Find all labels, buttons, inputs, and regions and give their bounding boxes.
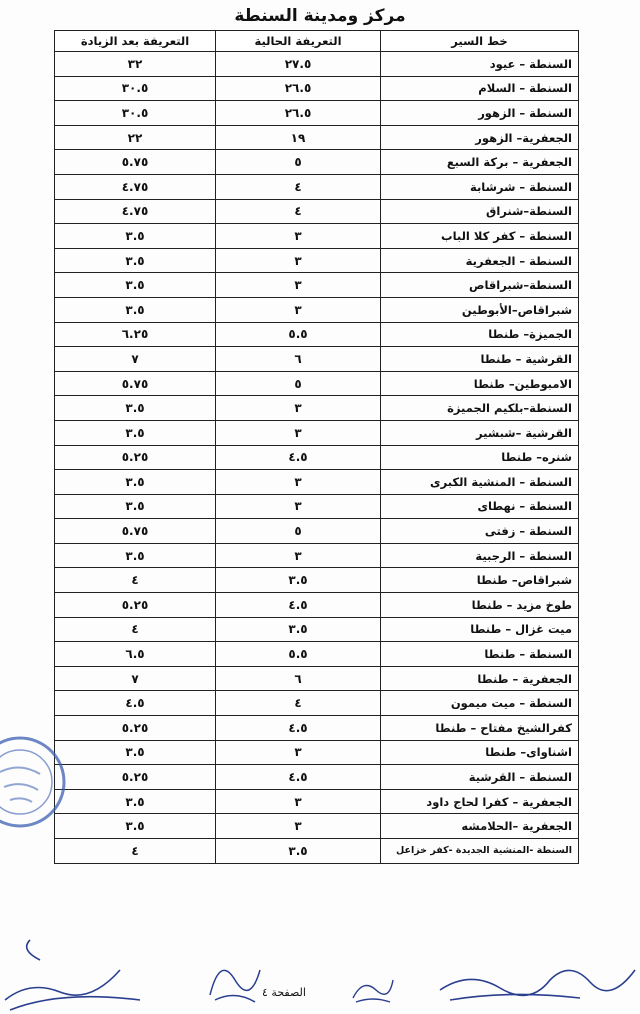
- tariff-table: [54, 30, 579, 864]
- new-tariff-cell: ٢٢: [55, 125, 216, 150]
- current-tariff-cell: ٢٧.٥: [216, 52, 381, 77]
- page-title: مركز ومدينة السنطة: [234, 6, 406, 26]
- current-tariff-cell: ٤: [216, 199, 381, 224]
- table-row: [55, 347, 579, 372]
- table-row: [55, 101, 579, 126]
- new-tariff-cell: ٤.٥: [55, 691, 216, 716]
- current-tariff-cell: ٣: [216, 297, 381, 322]
- new-tariff-cell: ٣.٥: [55, 789, 216, 814]
- table-row: [55, 322, 579, 347]
- official-stamp-icon: [0, 732, 70, 832]
- current-tariff-cell: ٣: [216, 248, 381, 273]
- route-cell: شنره– طنطا: [381, 445, 579, 470]
- table-row: [55, 494, 579, 519]
- current-tariff-cell: ٣: [216, 224, 381, 249]
- table-row: [55, 273, 579, 298]
- current-tariff-cell: ٦: [216, 666, 381, 691]
- table-row: [55, 224, 579, 249]
- header-route: خط السير: [381, 31, 579, 52]
- current-tariff-cell: ٤.٥: [216, 445, 381, 470]
- route-cell: السنطة–شبراقاص: [381, 273, 579, 298]
- route-cell: السنطة -المنشية الجديدة -كفر خزاعل: [381, 839, 579, 864]
- new-tariff-cell: ٥.٧٥: [55, 371, 216, 396]
- table-row: [55, 445, 579, 470]
- table-row: [55, 371, 579, 396]
- current-tariff-cell: ٣.٥: [216, 617, 381, 642]
- route-cell: السنطة – المنشية الكبرى: [381, 470, 579, 495]
- route-cell: شبراقاص–الأبوطين: [381, 297, 579, 322]
- new-tariff-cell: ٣.٥: [55, 814, 216, 839]
- route-cell: السنطة – شرشابة: [381, 174, 579, 199]
- table-row: [55, 174, 579, 199]
- new-tariff-cell: ٤: [55, 839, 216, 864]
- route-cell: شبراقاص– طنطا: [381, 568, 579, 593]
- current-tariff-cell: ٣: [216, 420, 381, 445]
- new-tariff-cell: ٣٠.٥: [55, 76, 216, 101]
- route-cell: السنطة – عيود: [381, 52, 579, 77]
- table-row: [55, 593, 579, 618]
- current-tariff-cell: ٥.٥: [216, 322, 381, 347]
- current-tariff-cell: ٤.٥: [216, 765, 381, 790]
- table-row: [55, 839, 579, 864]
- new-tariff-cell: ٣.٥: [55, 297, 216, 322]
- current-tariff-cell: ٣: [216, 494, 381, 519]
- route-cell: الجعفرية –الحلامشه: [381, 814, 579, 839]
- current-tariff-cell: ٤: [216, 174, 381, 199]
- new-tariff-cell: ٥.٧٥: [55, 519, 216, 544]
- route-cell: ميت غزال – طنطا: [381, 617, 579, 642]
- page-number: الصفحة ٤: [262, 986, 306, 999]
- table-row: [55, 543, 579, 568]
- table-body: [55, 52, 579, 864]
- current-tariff-cell: ٢٦.٥: [216, 76, 381, 101]
- current-tariff-cell: ٣.٥: [216, 568, 381, 593]
- route-cell: كفرالشيخ مفتاح – طنطا: [381, 716, 579, 741]
- new-tariff-cell: ٦.٥: [55, 642, 216, 667]
- header-current-tariff: التعريفة الحالية: [216, 31, 381, 52]
- route-cell: الجعفرية – طنطا: [381, 666, 579, 691]
- route-cell: السنطة–بلكيم الجميزة: [381, 396, 579, 421]
- new-tariff-cell: ٥.٢٥: [55, 445, 216, 470]
- new-tariff-cell: ٣.٥: [55, 224, 216, 249]
- signature-left-icon: [0, 930, 160, 1014]
- current-tariff-cell: ٢٦.٥: [216, 101, 381, 126]
- route-cell: السنطة – ميت ميمون: [381, 691, 579, 716]
- route-cell: السنطة – نهطاى: [381, 494, 579, 519]
- new-tariff-cell: ٦.٢٥: [55, 322, 216, 347]
- table-row: [55, 642, 579, 667]
- new-tariff-cell: ٣.٥: [55, 740, 216, 765]
- route-cell: الجميزة– طنطا: [381, 322, 579, 347]
- current-tariff-cell: ٣: [216, 396, 381, 421]
- table-row: [55, 617, 579, 642]
- table-row: [55, 519, 579, 544]
- current-tariff-cell: ٥: [216, 371, 381, 396]
- table-row: [55, 568, 579, 593]
- table-row: [55, 789, 579, 814]
- route-cell: الامبوطين– طنطا: [381, 371, 579, 396]
- new-tariff-cell: ٧: [55, 666, 216, 691]
- table-row: [55, 76, 579, 101]
- table-row: [55, 248, 579, 273]
- new-tariff-cell: ٤.٧٥: [55, 199, 216, 224]
- current-tariff-cell: ٣: [216, 789, 381, 814]
- current-tariff-cell: ٥.٥: [216, 642, 381, 667]
- table-row: [55, 470, 579, 495]
- signature-right-icon: [430, 950, 640, 1010]
- current-tariff-cell: ٥: [216, 519, 381, 544]
- route-cell: السنطة – الرجبية: [381, 543, 579, 568]
- table-row: [55, 199, 579, 224]
- current-tariff-cell: ٦: [216, 347, 381, 372]
- signature-middle-icon: [200, 950, 270, 1010]
- new-tariff-cell: ٣.٥: [55, 543, 216, 568]
- new-tariff-cell: ٥.٢٥: [55, 716, 216, 741]
- current-tariff-cell: ٥: [216, 150, 381, 175]
- route-cell: الجعفرية – بركة السبع: [381, 150, 579, 175]
- new-tariff-cell: ٣٢: [55, 52, 216, 77]
- new-tariff-cell: ٣.٥: [55, 396, 216, 421]
- table-row: [55, 125, 579, 150]
- new-tariff-cell: ٣.٥: [55, 420, 216, 445]
- new-tariff-cell: ٣.٥: [55, 470, 216, 495]
- current-tariff-cell: ٣: [216, 470, 381, 495]
- table-row: [55, 52, 579, 77]
- current-tariff-cell: ٣: [216, 814, 381, 839]
- current-tariff-cell: ٤: [216, 691, 381, 716]
- route-cell: السنطة–شنراق: [381, 199, 579, 224]
- table-row: [55, 765, 579, 790]
- table-header-row: [55, 31, 579, 52]
- current-tariff-cell: ١٩: [216, 125, 381, 150]
- new-tariff-cell: ٤: [55, 617, 216, 642]
- new-tariff-cell: ٣.٥: [55, 248, 216, 273]
- new-tariff-cell: ٣.٥: [55, 494, 216, 519]
- header-new-tariff: التعريفة بعد الزيادة: [55, 31, 216, 52]
- route-cell: السنطة – زفتى: [381, 519, 579, 544]
- route-cell: الجعفرية – كفرا لحاج داود: [381, 789, 579, 814]
- current-tariff-cell: ٤.٥: [216, 593, 381, 618]
- table-row: [55, 420, 579, 445]
- current-tariff-cell: ٣: [216, 543, 381, 568]
- route-cell: السنطة – السلام: [381, 76, 579, 101]
- table-row: [55, 396, 579, 421]
- table-row: [55, 691, 579, 716]
- table-row: [55, 666, 579, 691]
- route-cell: السنطة – الزهور: [381, 101, 579, 126]
- signature-footer-icon: [348, 968, 398, 1008]
- route-cell: القرشية –شبشير: [381, 420, 579, 445]
- new-tariff-cell: ٧: [55, 347, 216, 372]
- table-row: [55, 150, 579, 175]
- new-tariff-cell: ٣٠.٥: [55, 101, 216, 126]
- route-cell: السنطة – كفر كلا الباب: [381, 224, 579, 249]
- current-tariff-cell: ٣.٥: [216, 839, 381, 864]
- table-row: [55, 716, 579, 741]
- new-tariff-cell: ٣.٥: [55, 273, 216, 298]
- route-cell: طوخ مزيد – طنطا: [381, 593, 579, 618]
- new-tariff-cell: ٤: [55, 568, 216, 593]
- route-cell: الجعفرية– الزهور: [381, 125, 579, 150]
- table-row: [55, 740, 579, 765]
- route-cell: السنطة – الجعفرية: [381, 248, 579, 273]
- current-tariff-cell: ٤.٥: [216, 716, 381, 741]
- route-cell: السنطة – القرشية: [381, 765, 579, 790]
- new-tariff-cell: ٥.٧٥: [55, 150, 216, 175]
- new-tariff-cell: ٥.٢٥: [55, 593, 216, 618]
- table-row: [55, 297, 579, 322]
- new-tariff-cell: ٥.٢٥: [55, 765, 216, 790]
- route-cell: اشناواى– طنطا: [381, 740, 579, 765]
- current-tariff-cell: ٣: [216, 740, 381, 765]
- new-tariff-cell: ٤.٧٥: [55, 174, 216, 199]
- current-tariff-cell: ٣: [216, 273, 381, 298]
- table-row: [55, 814, 579, 839]
- route-cell: القرشية – طنطا: [381, 347, 579, 372]
- route-cell: السنطة – طنطا: [381, 642, 579, 667]
